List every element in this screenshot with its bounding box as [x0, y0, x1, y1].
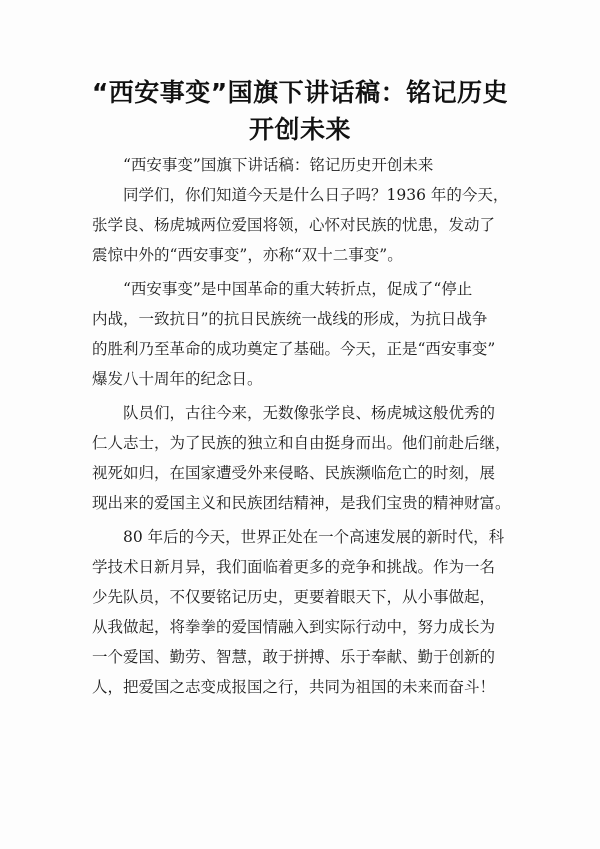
- title-line: “西安事变”国旗下讲话稿：铭记历史: [91, 78, 509, 107]
- paragraph-4: [92, 522, 528, 702]
- paragraph-line: 的胜利乃至革命的成功奠定了基础。今天，正是“西安事变”: [92, 340, 496, 358]
- paragraph-line: 仁人志士，为了民族的独立和自由挺身而出。他们前赴后继，: [92, 434, 511, 452]
- paragraph-line: 现出来的爱国主义和民族团结精神，是我们宝贵的精神财富。: [92, 494, 511, 512]
- document-body: [92, 150, 528, 702]
- paragraph-line: 爆发八十周年的纪念日。: [92, 370, 263, 388]
- document-title: [60, 74, 540, 148]
- paragraph-line: 人，把爱国之志变成报国之行，共同为祖国的未来而奋斗！: [92, 678, 496, 696]
- paragraph-3: [92, 398, 528, 518]
- paragraph-line: 一个爱国、勤劳、智慧，敢于拼搏、乐于奉献、勤于创新的: [92, 648, 496, 666]
- paragraph-line: 从我做起，将拳拳的爱国情融入到实际行动中，努力成长为: [92, 618, 496, 636]
- paragraph-line: 80 年后的今天，世界正处在一个高速发展的新时代，科: [123, 528, 505, 546]
- paragraph-line: 张学良、杨虎城两位爱国将领，心怀对民族的忧患，发动了: [92, 216, 496, 234]
- paragraph-1: [92, 180, 528, 270]
- paragraph-line: 学技术日新月异，我们面临着更多的竞争和挑战。作为一名: [92, 558, 496, 576]
- paragraph-line: 同学们，你们知道今天是什么日子吗？1936 年的今天，: [123, 186, 509, 204]
- paragraph-line: “西安事变”是中国革命的重大转折点，促成了“停止: [123, 280, 473, 298]
- paragraph-line: 队员们，古往今来，无数像张学良、杨虎城这般优秀的: [123, 404, 496, 422]
- paragraph-2: [92, 274, 528, 394]
- paragraph-line: 视死如归，在国家遭受外来侵略、民族濒临危亡的时刻，展: [92, 464, 496, 482]
- paragraph-line: 内战，一致抗日”的抗日民族统一战线的形成，为抗日战争: [92, 310, 488, 328]
- document-subtitle: “西安事变”国旗下讲话稿：铭记历史开创未来: [123, 156, 434, 174]
- paragraph-line: 少先队员，不仅要铭记历史，更要着眼天下，从小事做起，: [92, 588, 496, 606]
- title-line: 开创未来: [248, 115, 351, 144]
- paragraph-line: 震惊中外的“西安事变”，亦称“双十二事变”。: [92, 246, 403, 264]
